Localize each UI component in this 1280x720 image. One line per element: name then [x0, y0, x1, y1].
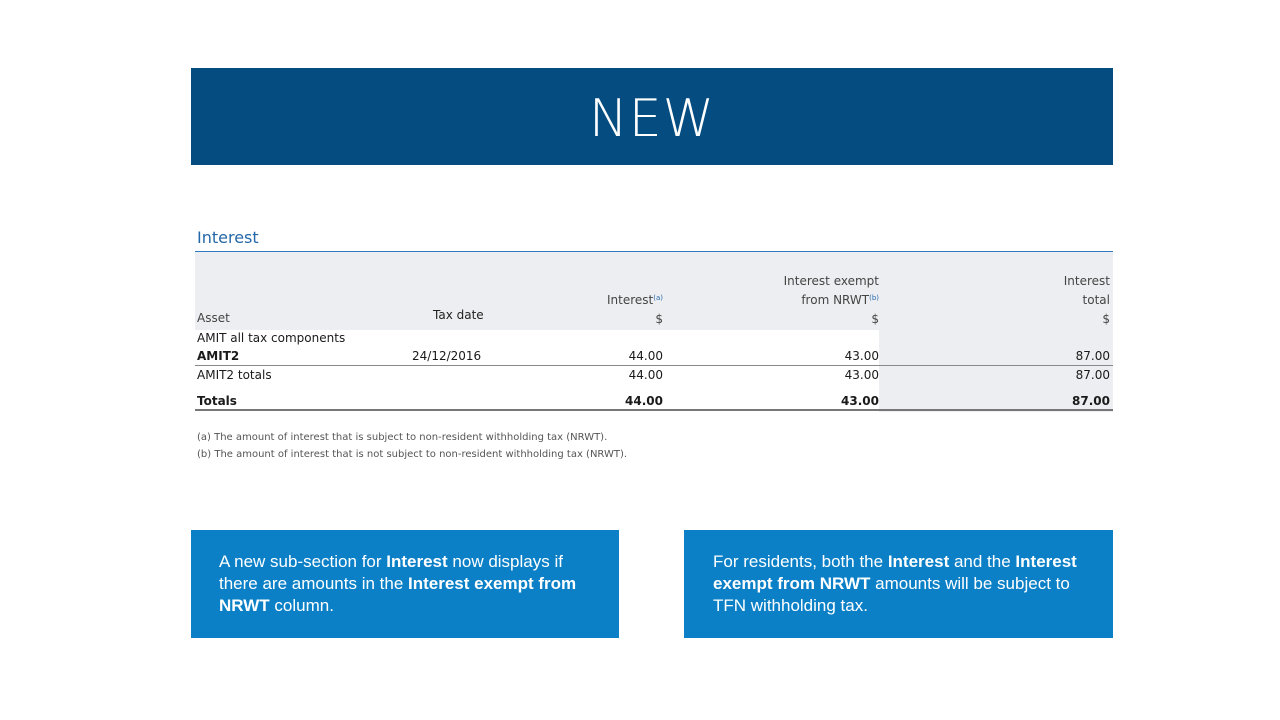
new-banner: [191, 68, 1113, 165]
header-total-unit: $: [1102, 312, 1110, 326]
footnote-b: (b) The amount of interest that is not subject to non-resident withholding tax (NRWT).: [197, 449, 628, 460]
table-header-background: [195, 252, 1113, 330]
header-total-line1: Interest: [1063, 274, 1110, 288]
footnote-a: (a) The amount of interest that is subject to non-resident withholding tax (NRWT).: [197, 432, 608, 443]
row-interest: 44.00: [628, 349, 663, 363]
interest-table: [195, 252, 1113, 412]
callout-left-text-2: now displays if there are amounts in the: [219, 552, 563, 593]
header-exempt-line2: [801, 293, 879, 307]
row-exempt: 43.00: [844, 349, 879, 363]
totals-interest: 44.00: [625, 394, 663, 408]
header-interest: [607, 293, 663, 307]
subtotal-label: AMIT2 totals: [197, 368, 272, 382]
totals-label: Totals: [197, 394, 237, 408]
callout-right-text-1: For residents, both the: [713, 552, 888, 571]
row-total: 87.00: [1075, 349, 1110, 363]
note-ref-a: (a): [653, 294, 663, 302]
callout-left: [191, 530, 619, 638]
callout-right-text-3: amounts will be subject to TFN withholding tax.: [713, 574, 1070, 615]
totals-total: 87.00: [1072, 394, 1110, 408]
header-total-line2: total: [1082, 293, 1110, 307]
banner-title: NEW: [588, 88, 716, 149]
header-asset: Asset: [197, 311, 230, 325]
header-interest-label: Interest: [606, 293, 654, 307]
subtotal-exempt: 43.00: [844, 368, 879, 382]
header-exempt-line1: Interest exempt: [783, 274, 879, 288]
subtotal-interest: 44.00: [628, 368, 663, 382]
row-tax-date: 24/12/2016: [412, 349, 482, 363]
callout-right-bold-1: Interest: [887, 552, 950, 571]
callout-left-text-1: A new sub-section for: [219, 552, 387, 571]
section-title-interest: Interest: [197, 228, 259, 247]
group-label: AMIT all tax components: [197, 331, 346, 345]
callout-left-bold-1: Interest: [386, 552, 448, 571]
note-ref-b: (b): [869, 294, 879, 302]
footnotes: [197, 429, 627, 463]
callout-left-text-3: column.: [269, 596, 334, 615]
callout-right: [684, 530, 1113, 638]
header-interest-unit: $: [655, 312, 663, 326]
totals-exempt: 43.00: [841, 394, 879, 408]
callout-right-text-2: and the: [949, 552, 1016, 571]
callout-right-bold-2: Interest exempt from NRWT: [713, 552, 1077, 593]
header-tax-date: Tax date: [433, 308, 484, 322]
header-exempt-unit: $: [871, 312, 879, 326]
header-exempt-label: from NRWT: [801, 293, 870, 307]
row-asset: AMIT2: [197, 349, 240, 363]
subtotal-total: 87.00: [1075, 368, 1110, 382]
totals-rule: [195, 409, 1113, 411]
callout-left-bold-2: Interest exempt from NRWT: [219, 574, 577, 615]
subtotal-rule: [195, 365, 1113, 366]
